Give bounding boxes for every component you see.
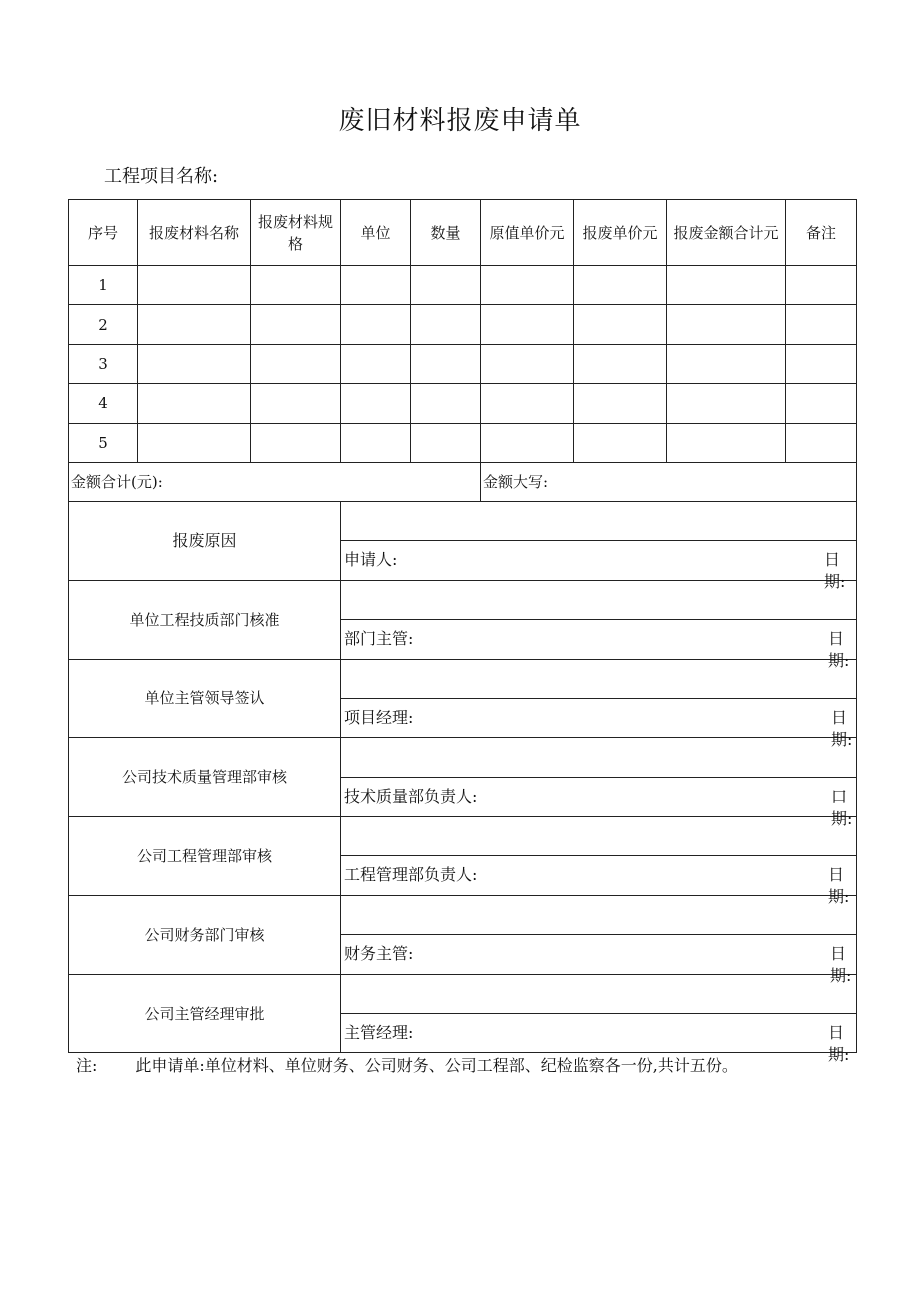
total-amount-label[interactable]: 金额合计(元): — [69, 462, 481, 501]
signer-label: 部门主管: — [344, 629, 414, 649]
project-name-label: 工程项目名称: — [104, 166, 219, 187]
table-row — [69, 344, 857, 383]
cell[interactable] — [481, 384, 574, 423]
header-remarks: 备注 — [786, 200, 857, 266]
cell[interactable] — [574, 423, 667, 462]
approval-label: 单位主管领导签认 — [69, 659, 341, 738]
signer-label: 财务主管: — [344, 944, 414, 964]
cell[interactable] — [251, 423, 341, 462]
date-label: 日期: — [831, 707, 853, 749]
date-label: 日期: — [828, 865, 850, 907]
cell[interactable] — [667, 423, 786, 462]
cell[interactable] — [574, 305, 667, 344]
approval-sign-cell[interactable] — [341, 777, 857, 828]
signer-label: 主管经理: — [344, 1023, 414, 1043]
header-row — [69, 200, 857, 266]
cell[interactable] — [481, 266, 574, 305]
cell[interactable] — [786, 266, 857, 305]
approval-row — [69, 974, 857, 1013]
header-seq: 序号 — [69, 200, 138, 266]
page-title: 废旧材料报废申请单 — [338, 106, 582, 136]
cell[interactable] — [574, 384, 667, 423]
total-row — [69, 462, 857, 501]
cell[interactable] — [667, 266, 786, 305]
approval-content[interactable] — [341, 974, 857, 1013]
approval-row — [69, 895, 857, 934]
approval-label: 公司技术质量管理部审核 — [69, 738, 341, 817]
cell[interactable] — [411, 305, 481, 344]
date-label: 日期: — [828, 1023, 850, 1065]
header-quantity: 数量 — [411, 200, 481, 266]
approval-label: 单位工程技质部门核准 — [69, 580, 341, 659]
cell[interactable] — [786, 344, 857, 383]
cell[interactable] — [411, 266, 481, 305]
cell[interactable] — [251, 344, 341, 383]
row-number: 5 — [69, 423, 138, 462]
approval-row — [69, 817, 857, 856]
row-number: 4 — [69, 384, 138, 423]
approval-content[interactable] — [341, 659, 857, 698]
cell[interactable] — [251, 305, 341, 344]
approval-row — [69, 659, 857, 698]
cell[interactable] — [138, 423, 251, 462]
approval-label: 公司主管经理审批 — [69, 974, 341, 1053]
cell[interactable] — [667, 384, 786, 423]
cell[interactable] — [251, 266, 341, 305]
cell[interactable] — [341, 344, 411, 383]
cell[interactable] — [786, 305, 857, 344]
scrap-request-table — [68, 199, 857, 1065]
approval-sign-cell[interactable] — [341, 698, 857, 749]
approval-sign-cell[interactable] — [341, 1014, 857, 1065]
cell[interactable] — [667, 305, 786, 344]
cell[interactable] — [341, 266, 411, 305]
cell[interactable] — [481, 423, 574, 462]
cell[interactable] — [341, 423, 411, 462]
header-material-name: 报废材料名称 — [138, 200, 251, 266]
header-unit: 单位 — [341, 200, 411, 266]
signer-label: 技术质量部负责人: — [344, 786, 478, 806]
table-row — [69, 384, 857, 423]
footnote-prefix: 注: — [76, 1056, 98, 1075]
row-number: 2 — [69, 305, 138, 344]
cell[interactable] — [786, 384, 857, 423]
approval-content[interactable] — [341, 895, 857, 934]
header-scrap-total: 报废金额合计元 — [667, 200, 786, 266]
cell[interactable] — [341, 384, 411, 423]
row-number: 1 — [69, 266, 138, 305]
approval-label: 公司财务部门审核 — [69, 895, 341, 974]
cell[interactable] — [481, 344, 574, 383]
approval-content[interactable] — [341, 501, 857, 540]
cell[interactable] — [481, 305, 574, 344]
cell[interactable] — [411, 384, 481, 423]
cell[interactable] — [667, 344, 786, 383]
table-row — [69, 305, 857, 344]
approval-content[interactable] — [341, 817, 857, 856]
signer-label: 申请人: — [344, 550, 398, 570]
date-label: 口期: — [831, 786, 853, 828]
header-original-price: 原值单价元 — [481, 200, 574, 266]
cell[interactable] — [411, 344, 481, 383]
date-label: 日期: — [830, 944, 852, 986]
cell[interactable] — [341, 305, 411, 344]
cell[interactable] — [138, 305, 251, 344]
cell[interactable] — [138, 344, 251, 383]
signer-label: 工程管理部负责人: — [344, 865, 478, 885]
approval-row — [69, 501, 857, 540]
footnote — [76, 1053, 738, 1076]
header-scrap-price: 报废单价元 — [574, 200, 667, 266]
approval-row — [69, 738, 857, 777]
approval-label: 公司工程管理部审核 — [69, 817, 341, 896]
approval-sign-cell[interactable] — [341, 856, 857, 907]
approval-label: 报废原因 — [69, 501, 341, 580]
total-amount-caps-label[interactable]: 金额大写: — [481, 462, 857, 501]
cell[interactable] — [251, 384, 341, 423]
approval-content[interactable] — [341, 580, 857, 619]
cell[interactable] — [574, 344, 667, 383]
row-number: 3 — [69, 344, 138, 383]
date-label: 日期: — [824, 550, 846, 592]
header-material-spec: 报废材料规格 — [251, 200, 341, 266]
cell[interactable] — [138, 266, 251, 305]
approval-sign-cell[interactable] — [341, 620, 857, 671]
date-label: 日期: — [828, 629, 850, 671]
cell[interactable] — [138, 384, 251, 423]
cell[interactable] — [574, 266, 667, 305]
signer-label: 项目经理: — [344, 707, 414, 727]
cell[interactable] — [411, 423, 481, 462]
approval-sign-cell[interactable] — [341, 541, 857, 592]
approval-row — [69, 580, 857, 619]
table-row — [69, 423, 857, 462]
approval-sign-cell[interactable] — [341, 935, 857, 986]
cell[interactable] — [786, 423, 857, 462]
table-row — [69, 266, 857, 305]
approval-content[interactable] — [341, 738, 857, 777]
footnote-text: 此申请单:单位材料、单位财务、公司财务、公司工程部、纪检监察各一份,共计五份。 — [135, 1056, 738, 1075]
